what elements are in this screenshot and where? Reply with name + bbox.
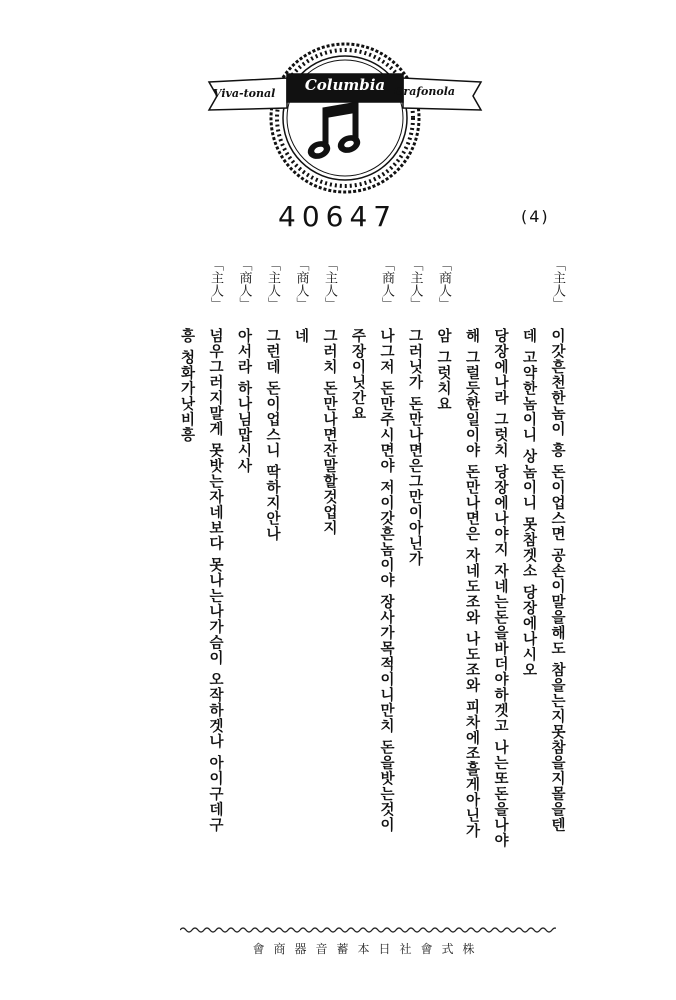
speaker-role: 「商人」 xyxy=(236,258,252,310)
logo-left-word: Viva-tonal xyxy=(213,87,276,100)
speaker-role: 「商人」 xyxy=(436,258,451,310)
dialogue-line: 데 고약한놈이니 상놈이니 못참겟소 당장에나시오 xyxy=(520,328,537,678)
script-column xyxy=(316,258,342,918)
script-body xyxy=(175,258,570,918)
script-column xyxy=(202,258,228,918)
script-column xyxy=(288,258,314,918)
dialogue-line: 그러치 돈만나면잔말할것업지 xyxy=(321,328,337,536)
script-column xyxy=(373,258,399,918)
dialogue-line: 당장에나라 그럿치 당장에나야지 자네는돈을바더야하겟고 나는또돈을나야 xyxy=(492,328,508,849)
speaker-role xyxy=(487,258,513,318)
speaker-role: 「主人」 xyxy=(322,258,337,310)
columbia-logo xyxy=(205,38,485,198)
script-column xyxy=(402,258,428,918)
decorative-wavy-rule xyxy=(180,926,556,934)
dialogue-line: 암 그럿치요 xyxy=(435,328,451,412)
speaker-role xyxy=(516,258,542,318)
script-column xyxy=(459,258,485,918)
speaker-role: 「商人」 xyxy=(293,258,309,310)
logo-right-word: Grafonola xyxy=(394,85,456,98)
laurel-wreath-emblem xyxy=(205,38,485,198)
speaker-role xyxy=(459,258,485,318)
dialogue-line: 나그저 돈만주시면야 저이갓흔놈이야 장사가목적이니만치 돈을밧는것이 xyxy=(378,328,394,833)
speaker-role: 「商人」 xyxy=(379,258,394,310)
dialogue-line: 흥 청화가낫비흥 xyxy=(178,328,195,443)
speaker-role: 「主人」 xyxy=(407,258,423,310)
dialogue-line: 그런데 돈이업스니 딱하지안나 xyxy=(264,328,280,542)
speaker-role: 「主人」 xyxy=(550,258,565,310)
speaker-role: 「主人」 xyxy=(208,258,223,310)
dialogue-line: 네 xyxy=(292,328,309,344)
script-column xyxy=(487,258,513,918)
script-column xyxy=(544,258,570,918)
dialogue-line: 주장이닛간요 xyxy=(349,328,366,421)
page-number: (4) xyxy=(521,207,550,226)
script-column xyxy=(174,258,200,918)
speaker-role xyxy=(174,258,200,318)
script-column xyxy=(259,258,285,918)
script-column xyxy=(430,258,456,918)
dialogue-line: 그러닛가 돈만나면은그만이아닌가 xyxy=(406,328,423,567)
speaker-role: 「主人」 xyxy=(265,258,280,310)
speaker-role xyxy=(345,258,371,318)
record-number: 40647 xyxy=(278,200,398,233)
dialogue-line: 해 그럴듯한일이야 돈만나면은 자네도조와 나도조와 피차에조흘게아닌가 xyxy=(463,328,480,839)
dialogue-line: 넘우그러지말게 못밧는자네보다 못나는나가슴이 오작하겟나 아이구데구 xyxy=(207,328,223,833)
dialogue-line: 이갓흔천한놈이 흥 돈이업스면 공손이말을해도 참을는지못참을지몰을텐 xyxy=(549,328,565,833)
script-column xyxy=(345,258,371,918)
publisher-name: 株式會社日本蓄音器商會 xyxy=(252,942,484,956)
script-column xyxy=(516,258,542,918)
script-column xyxy=(231,258,257,918)
dialogue-line: 아서라 하나님맙시사 xyxy=(235,328,252,474)
logo-brand-name: Columbia xyxy=(304,76,386,94)
